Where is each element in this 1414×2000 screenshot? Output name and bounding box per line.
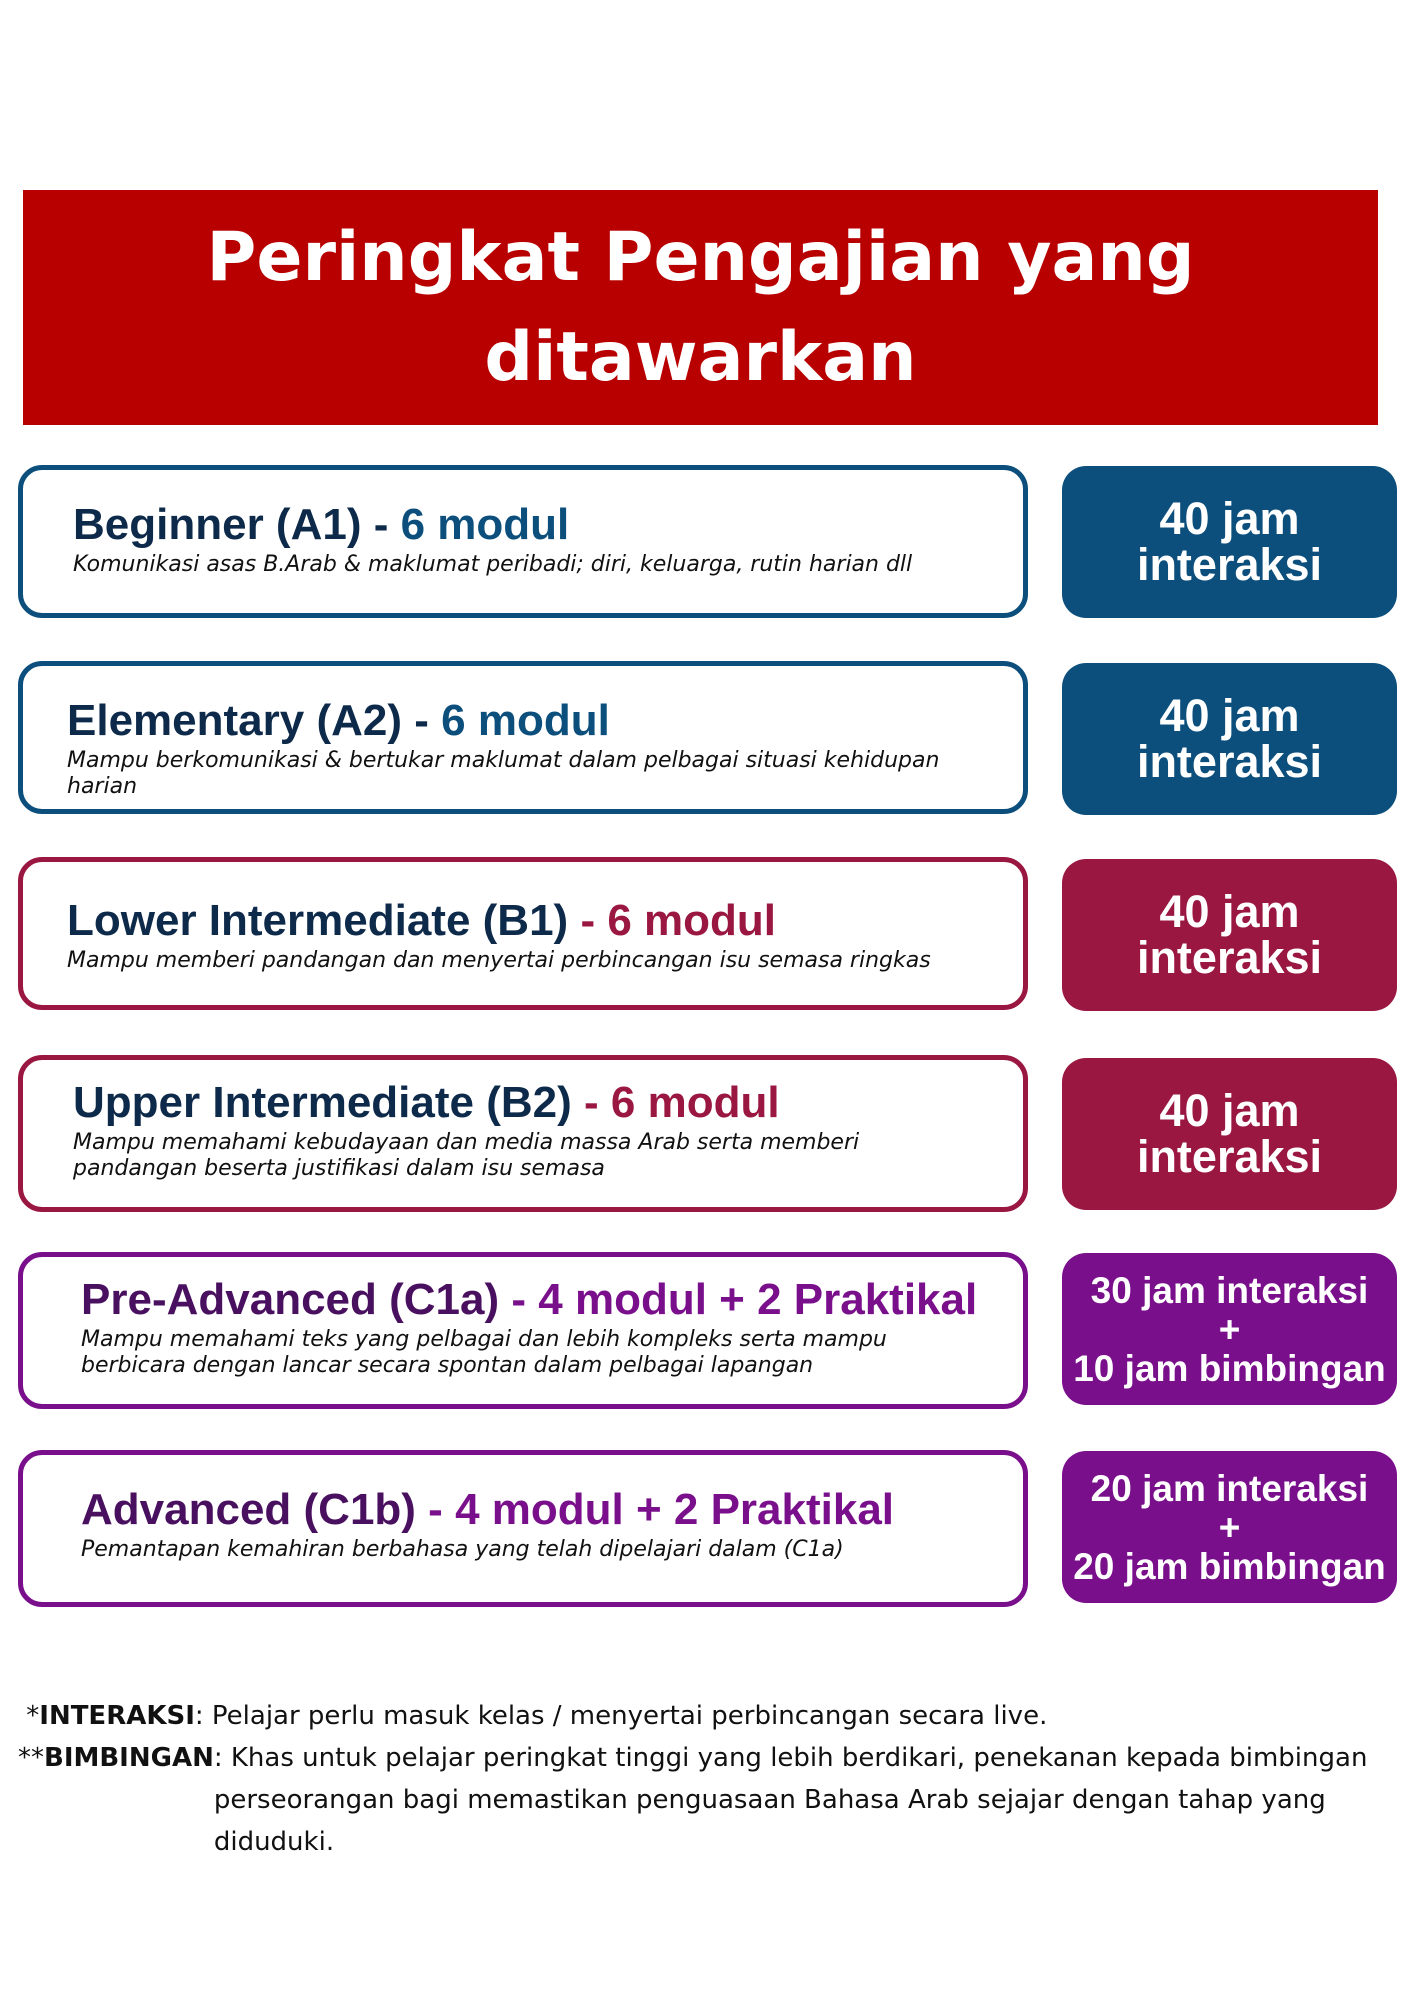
level-description: Mampu memahami teks yang pelbagai dan lebih kompleks serta mampu berbicara dengan lancar secara spontan dalam pelbagai lapangan	[81, 1327, 887, 1378]
level-description: Pemantapan kemahiran berbahasa yang telah dipelajari dalam (C1a)	[81, 1537, 844, 1562]
footnote-key	[18, 1737, 214, 1863]
footnote-prefix: **	[18, 1743, 44, 1773]
title-banner	[23, 190, 1378, 425]
level-separator: -	[415, 1485, 456, 1534]
level-card-b1	[18, 857, 1028, 1010]
level-card-a1	[18, 465, 1028, 618]
level-title	[81, 1275, 1003, 1325]
footnote-prefix: *	[18, 1701, 40, 1731]
page-title: Peringkat Pengajian yang ditawarkan	[206, 217, 1195, 397]
level-title	[81, 1485, 1003, 1535]
footnote-interaksi	[18, 1695, 1388, 1737]
footnote-bimbingan	[18, 1737, 1388, 1863]
footnote-text: : Pelajar perlu masuk kelas / menyertai perbincangan secara live.	[194, 1701, 1048, 1731]
level-modul-count: 4 modul + 2 Praktikal	[455, 1485, 895, 1534]
level-modul-count: 6 modul	[441, 696, 610, 745]
footnote-text: : Khas untuk pelajar peringkat tinggi yang lebih berdikari, penekanan kepada bimbingan perseorangan bagi memastikan penguasaan Bahasa Arab sejajar dengan tahap yang diduduki.	[213, 1743, 1368, 1857]
level-separator: -	[499, 1275, 539, 1324]
level-title	[73, 1078, 1003, 1128]
hours-box-b2: 40 jam interaksi	[1062, 1058, 1397, 1210]
level-name: Lower Intermediate (B1)	[67, 896, 569, 945]
level-separator: -	[571, 1078, 611, 1127]
hours-box-c1b: 20 jam interaksi + 20 jam bimbingan	[1062, 1451, 1397, 1603]
level-separator: -	[402, 696, 442, 745]
level-name: Advanced (C1b)	[81, 1485, 416, 1534]
footnote-term: INTERAKSI	[39, 1701, 195, 1731]
level-description: Mampu berkomunikasi & bertukar maklumat dalam pelbagai situasi kehidupan harian	[67, 748, 940, 799]
hours-box-b1: 40 jam interaksi	[1062, 859, 1397, 1011]
level-name: Beginner (A1)	[73, 500, 362, 549]
level-title	[67, 696, 1003, 746]
level-description: Mampu memahami kebudayaan dan media massa Arab serta memberi pandangan beserta justifikasi dalam isu semasa	[73, 1130, 860, 1181]
level-card-a2	[18, 661, 1028, 814]
footnote-key	[18, 1695, 195, 1737]
level-modul-count: 6 modul	[607, 896, 777, 945]
level-name: Upper Intermediate (B2)	[73, 1078, 572, 1127]
footnotes	[18, 1695, 1388, 1863]
level-modul-count: 6 modul	[400, 500, 570, 549]
hours-box-c1a: 30 jam interaksi + 10 jam bimbingan	[1062, 1253, 1397, 1405]
level-description: Komunikasi asas B.Arab & maklumat peribadi; diri, keluarga, rutin harian dll	[73, 552, 913, 577]
level-card-c1b	[18, 1450, 1028, 1607]
level-modul-count: 4 modul + 2 Praktikal	[538, 1275, 978, 1324]
level-title	[73, 500, 1003, 550]
hours-box-a1: 40 jam interaksi	[1062, 466, 1397, 618]
level-card-c1a	[18, 1252, 1028, 1409]
level-name: Elementary (A2)	[67, 696, 403, 745]
level-title	[67, 896, 1003, 946]
level-description: Mampu memberi pandangan dan menyertai perbincangan isu semasa ringkas	[67, 948, 931, 973]
level-card-b2	[18, 1055, 1028, 1212]
level-separator: -	[568, 896, 608, 945]
level-name: Pre-Advanced (C1a)	[81, 1275, 500, 1324]
footnote-term: BIMBINGAN	[44, 1743, 214, 1773]
hours-box-a2: 40 jam interaksi	[1062, 663, 1397, 815]
level-modul-count: 6 modul	[610, 1078, 780, 1127]
level-separator: -	[361, 500, 401, 549]
